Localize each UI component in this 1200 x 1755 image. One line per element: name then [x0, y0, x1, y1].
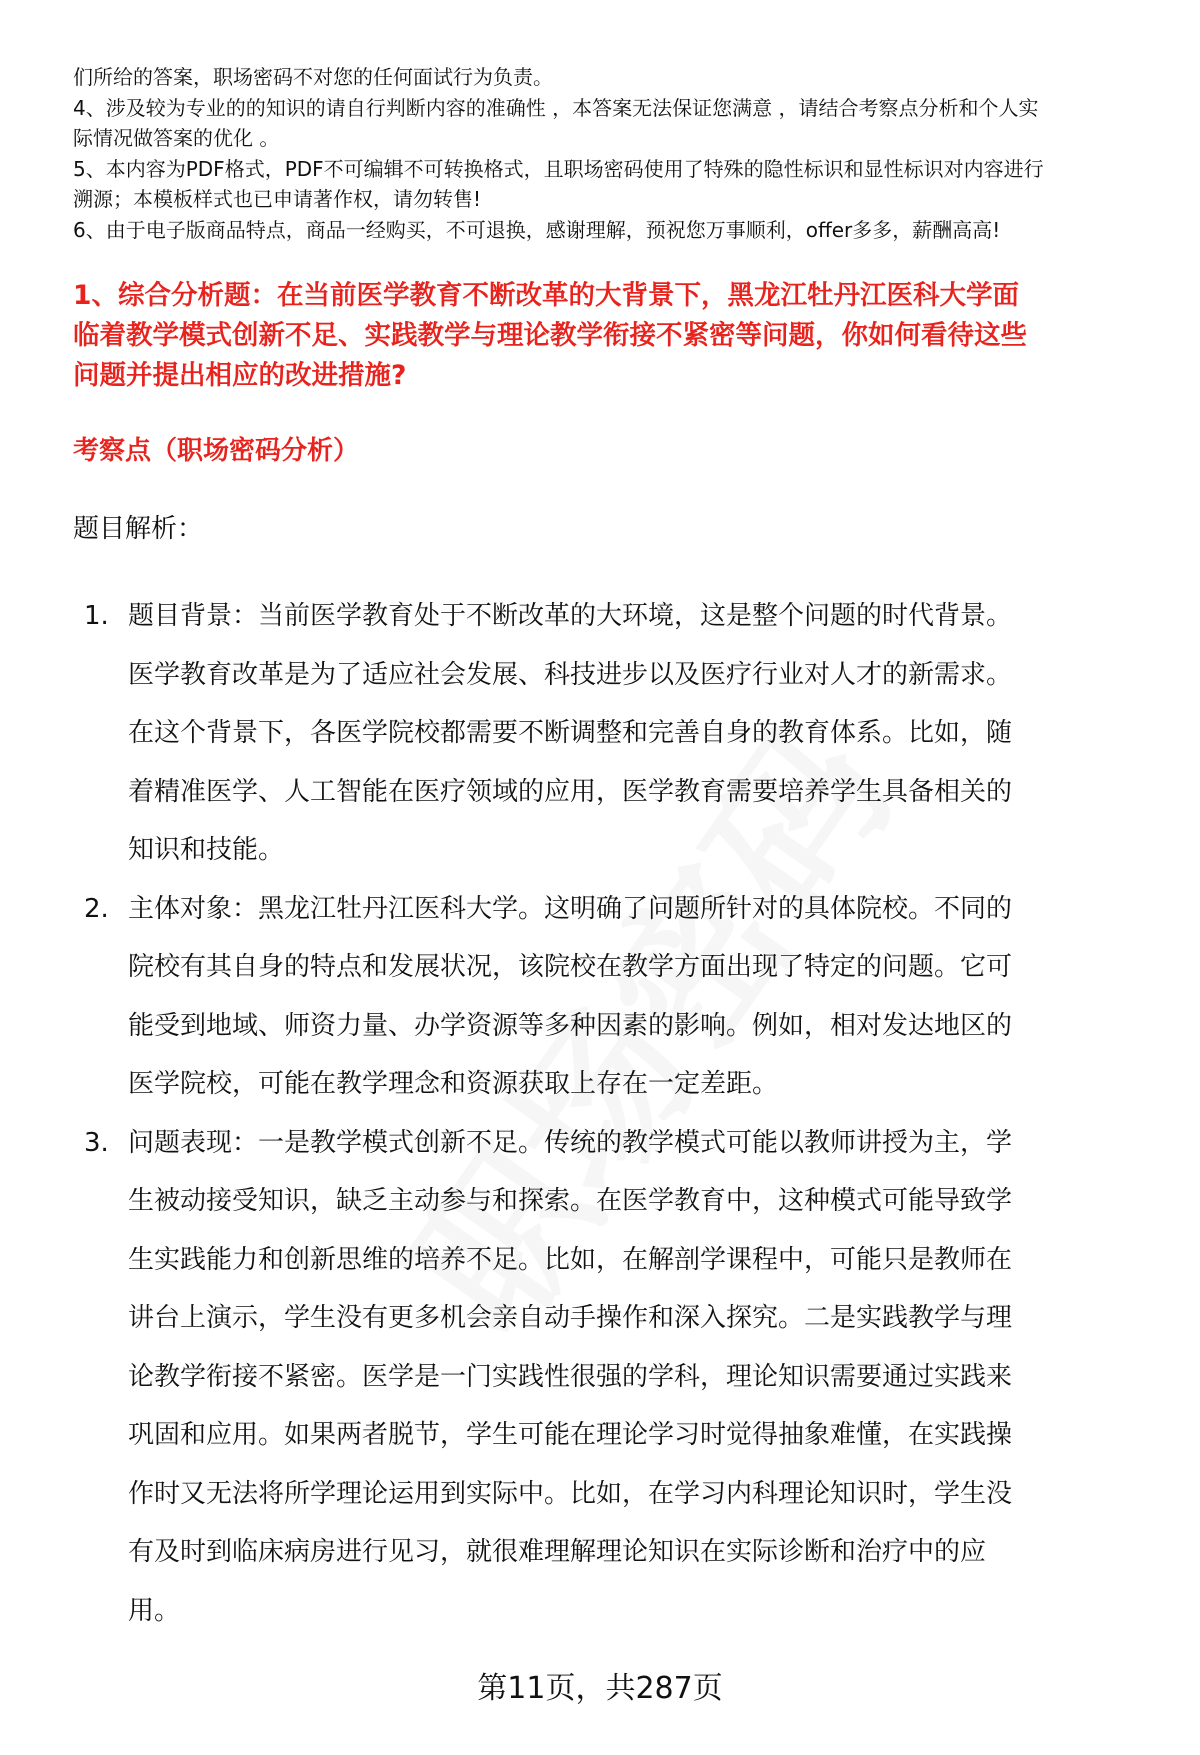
analysis-list	[84, 587, 1164, 1640]
disclaimer-notes	[73, 62, 1153, 245]
list-item	[84, 880, 1164, 1114]
question-heading	[73, 276, 1153, 396]
list-item-line: 医学教育改革是为了适应社会发展、科技进步以及医疗行业对人才的新需求。	[128, 659, 1013, 690]
question-line: 临着教学模式创新不足、实践教学与理论教学衔接不紧密等问题，你如何看待这些	[73, 320, 1027, 351]
list-item	[84, 1114, 1164, 1641]
list-item-line: 医学院校，可能在教学理念和资源获取上存在一定差距。	[128, 1069, 779, 1099]
note-line: 溯源；本模板样式也已申请著作权，请勿转售!	[73, 187, 482, 211]
page-number: 第11页，共287页	[477, 1671, 723, 1706]
list-number: 3.	[84, 1127, 109, 1158]
section-heading-kaochadian: 考察点（职场密码分析）	[73, 436, 360, 466]
list-item-line: 用。	[128, 1595, 181, 1626]
list-item-line: 题目背景：当前医学教育处于不断改革的大环境，这是整个问题的时代背景。	[128, 601, 1013, 631]
note-line: 5、本内容为PDF格式，PDF不可编辑不可转换格式，且职场密码使用了特殊的隐性标识和显性标识对内容进行	[73, 156, 1044, 181]
list-number: 1.	[84, 601, 109, 631]
list-item-line: 论教学衔接不紧密。医学是一门实践性很强的学科，理论知识需要通过实践来	[128, 1361, 1013, 1392]
list-item-line: 作时又无法将所学理论运用到实际中。比如，在学习内科理论知识时，学生没	[128, 1478, 1013, 1509]
list-item-line: 有及时到临床病房进行见习，就很难理解理论知识在实际诊断和治疗中的应	[128, 1537, 987, 1567]
analysis-label: 题目解析：	[73, 514, 204, 544]
note-line: 际情况做答案的优化 。	[73, 126, 280, 150]
list-item-line: 能受到地域、师资力量、办学资源等多种因素的影响。例如，相对发达地区的	[128, 1010, 1013, 1041]
list-item	[84, 587, 1164, 880]
list-item-line: 知识和技能。	[128, 835, 285, 865]
question-line: 问题并提出相应的改进措施?	[73, 360, 407, 391]
list-item-line: 生实践能力和创新思维的培养不足。比如，在解剖学课程中，可能只是教师在	[128, 1244, 1013, 1275]
list-item-line: 主体对象：黑龙江牡丹江医科大学。这明确了问题所针对的具体院校。不同的	[128, 893, 1013, 924]
list-item-line: 巩固和应用。如果两者脱节，学生可能在理论学习时觉得抽象难懂，在实践操	[128, 1420, 1013, 1450]
list-number: 2.	[84, 893, 109, 924]
note-line: 6、由于电子版商品特点，商品一经购买，不可退换，感谢理解，预祝您万事顺利，offer多多，薪酬高高!	[73, 217, 1001, 242]
list-item-line: 在这个背景下，各医学院校都需要不断调整和完善自身的教育体系。比如，随	[128, 718, 1013, 748]
list-item-line: 院校有其自身的特点和发展状况，该院校在教学方面出现了特定的问题。它可	[128, 952, 1013, 982]
list-item-line: 生被动接受知识，缺乏主动参与和探索。在医学教育中，这种模式可能导致学	[128, 1186, 1013, 1216]
note-line: 们所给的答案，职场密码不对您的任何面试行为负责。	[73, 65, 553, 89]
list-item-line: 着精准医学、人工智能在医疗领域的应用，医学教育需要培养学生具备相关的	[128, 776, 1013, 807]
note-line: 4、涉及较为专业的的知识的请自行判断内容的准确性 ，本答案无法保证您满意 ，请结合考察点分析和个人实	[73, 95, 1039, 120]
list-item-line: 问题表现：一是教学模式创新不足。传统的教学模式可能以教师讲授为主，学	[128, 1127, 1013, 1158]
question-line: 1、综合分析题：在当前医学教育不断改革的大背景下，黑龙江牡丹江医科大学面	[73, 280, 1019, 311]
list-item-line: 讲台上演示，学生没有更多机会亲自动手操作和深入探究。二是实践教学与理	[128, 1303, 1013, 1333]
